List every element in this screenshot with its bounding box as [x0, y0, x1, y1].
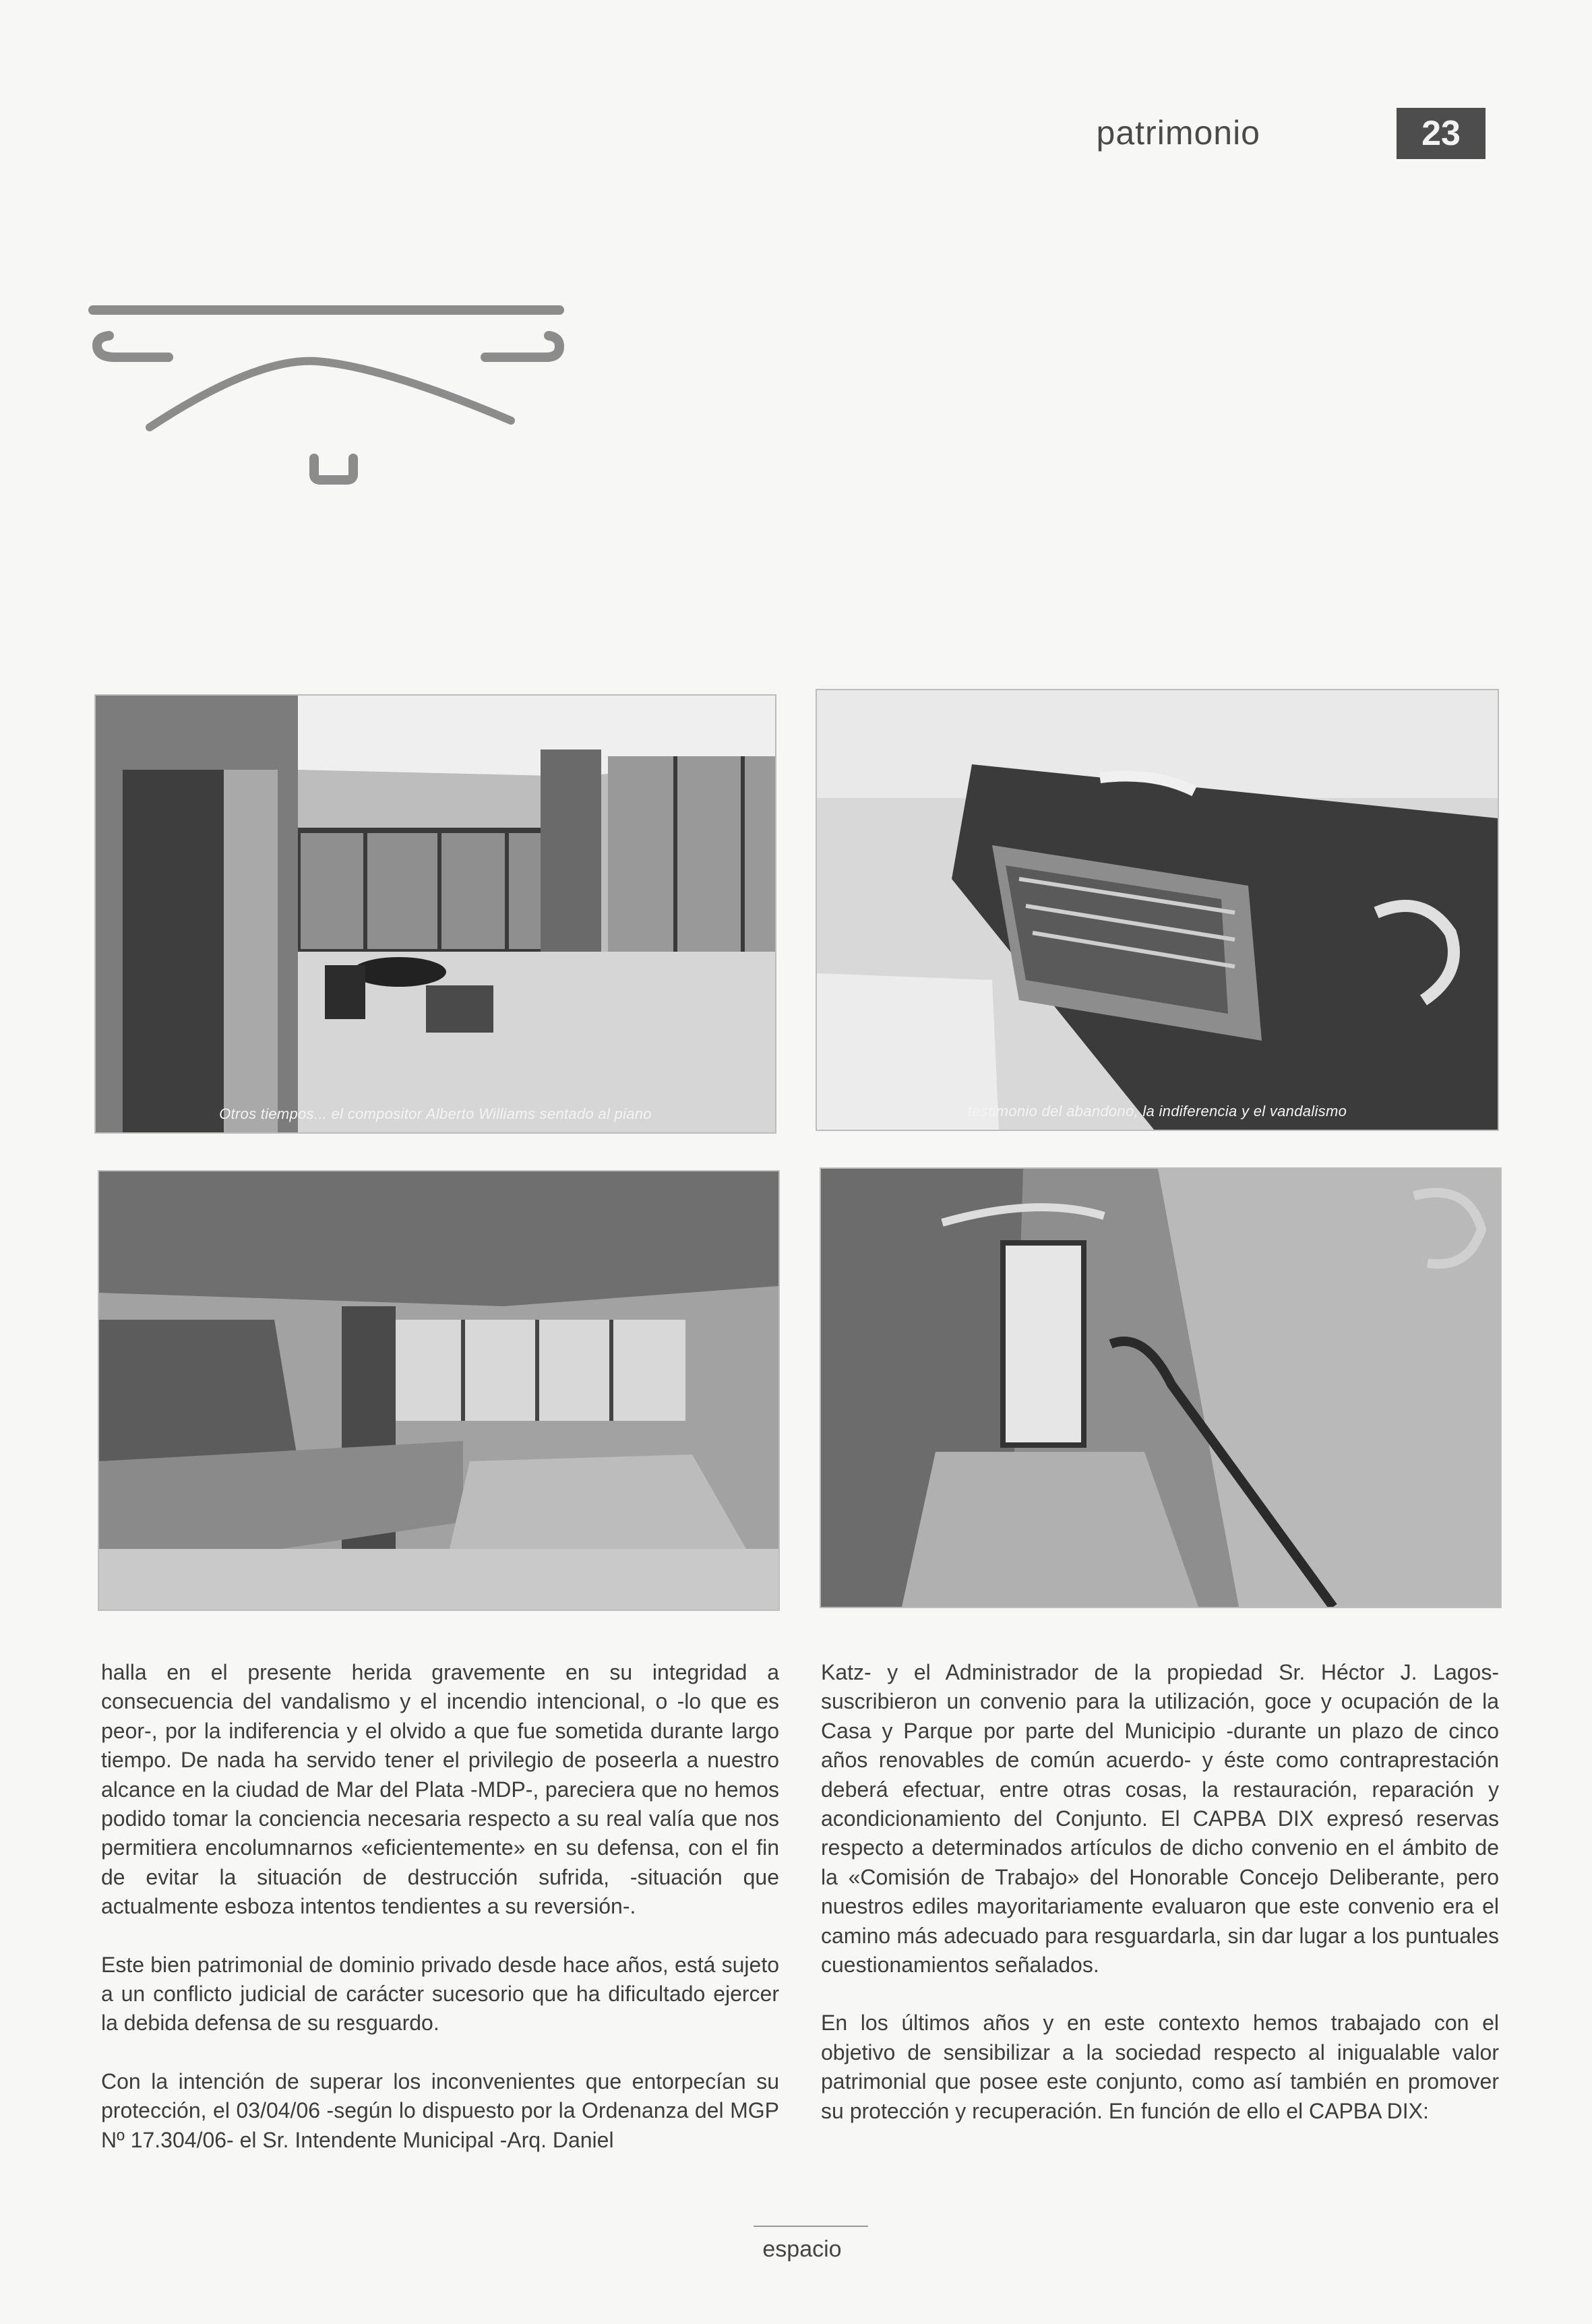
text-column-right: [821, 1658, 1499, 2155]
photo-caption: testimonio del abandono, la indiferencia y el vandalismo: [967, 1103, 1347, 1120]
footer-divider: [754, 2226, 868, 2227]
paragraph: halla en el presente herida gravemente en su integridad a consecuencia del vandalismo y el incendio intencional, o -lo que es peor-, por la indiferencia y el olvido a que fue sometida durante largo tiempo. De nada ha servido tener el privilegio de poseerla a nuestro alcance en la ciudad de Mar del Plata -MDP-, pareciera que no hemos podido tomar la conciencia necesaria respecto a su real valía que nos permitiera encolumnarnos «eficientemente» en su defensa, con el fin de evitar la situación de destrucción sufrida, -situación que actualmente esboza intentos tendientes a su reversión-.: [101, 1660, 779, 1919]
page-number: 23: [1397, 108, 1486, 159]
photo-stairway-graffiti: [820, 1167, 1502, 1608]
photo-interior-piano: [94, 694, 776, 1134]
section-title: patrimonio: [1096, 114, 1260, 152]
text-column-left: [101, 1658, 779, 2184]
paragraph: Este bien patrimonial de dominio privado desde hace años, está sujeto a un conflicto judicial de carácter sucesorio que ha dificultado ejercer la debida defensa de su resguardo.: [101, 1952, 779, 2036]
paragraph: Katz- y el Administrador de la propiedad Sr. Héctor J. Lagos- suscribieron un convenio para la utilización, goce y ocupación de la Casa y Parque por parte del Municipio -durante un plazo de cinco años renovables de común acuerdo- y éste como contraprestación deberá efectuar, entre otras cosas, la restauración, reparación y acondicionamiento del Conjunto. El CAPBA DIX expresó reservas respecto a determinados artículos de dicho convenio en el ámbito de la «Comisión de Trabajo» del Honorable Concejo Deliberante, pero nuestros ediles mayoritariamente evaluaron que este convenio era el camino más adecuado para resguardarla, sin dar lugar a los puntuales cuestionamientos señalados.: [821, 1660, 1499, 1978]
decorative-logo-graphic: [88, 297, 573, 499]
photo-burned-room: [98, 1170, 780, 1611]
footer-label: espacio: [762, 2236, 842, 2262]
photo-vandalized-piano: [816, 689, 1499, 1131]
paragraph: En los últimos años y en este contexto hemos trabajado con el objetivo de sensibilizar a la sociedad respecto al inigualable valor patrimonial que posee este conjunto, como así también en promover su protección y recuperación. En función de ello el CAPBA DIX:: [821, 2011, 1499, 2123]
photo-caption: Otros tiempos... el compositor Alberto Williams sentado al piano: [219, 1105, 652, 1122]
paragraph: Con la intención de superar los inconvenientes que entorpecían su protección, el 03/04/06 -según lo dispuesto por la Ordenanza del MGP Nº 17.304/06- el Sr. Intendente Municipal -Arq. Daniel: [101, 2069, 779, 2152]
